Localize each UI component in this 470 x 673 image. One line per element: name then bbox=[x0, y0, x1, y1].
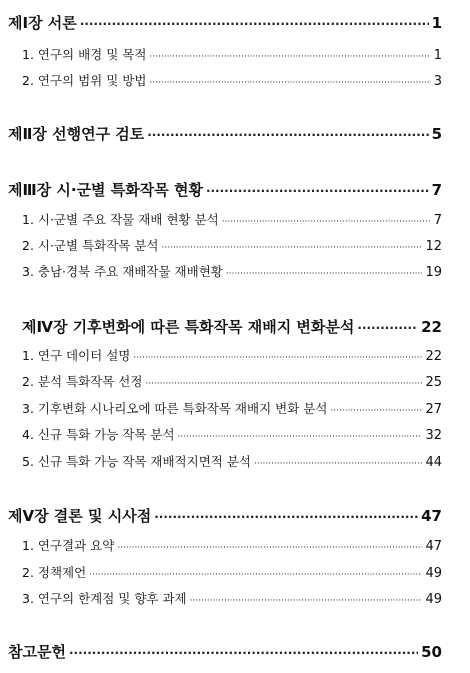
page-number: 7 bbox=[433, 213, 442, 228]
toc-item-4-3[interactable] bbox=[22, 399, 442, 417]
dot-leader bbox=[154, 510, 418, 524]
toc-item-4-5[interactable] bbox=[22, 452, 442, 470]
dot-leader bbox=[117, 543, 422, 553]
toc-chapter-4[interactable] bbox=[22, 316, 442, 337]
page-number: 19 bbox=[425, 265, 442, 280]
toc-item-4-1[interactable] bbox=[22, 346, 442, 364]
toc-chapter-2[interactable] bbox=[8, 123, 442, 144]
chapter-title: 제Ⅰ장 서론 bbox=[8, 14, 77, 32]
dot-leader bbox=[69, 646, 418, 660]
toc-item-3-3[interactable] bbox=[22, 262, 442, 280]
toc-item-3-2[interactable] bbox=[22, 236, 442, 254]
dot-leader bbox=[89, 570, 422, 580]
toc-chapter-5[interactable] bbox=[8, 505, 442, 526]
item-title: 4. 신규 특화 가능 작목 분석 bbox=[22, 427, 175, 442]
toc-item-4-4[interactable] bbox=[22, 425, 442, 443]
item-title: 2. 분석 특화작목 선정 bbox=[22, 374, 143, 389]
item-title: 3. 기후변화 시나리오에 따른 특화작목 재배지 변화 분석 bbox=[22, 401, 328, 416]
page-number: 44 bbox=[425, 455, 442, 470]
dot-leader bbox=[133, 353, 422, 363]
toc-chapter-3[interactable] bbox=[8, 179, 442, 200]
dot-leader bbox=[254, 459, 422, 469]
toc-item-1-1[interactable] bbox=[22, 45, 442, 63]
toc-references[interactable] bbox=[8, 641, 442, 662]
page-number: 47 bbox=[421, 507, 442, 525]
page-number: 7 bbox=[431, 181, 442, 199]
page-number: 50 bbox=[421, 643, 442, 661]
chapter-title: 참고문헌 bbox=[8, 643, 66, 661]
page-number: 1 bbox=[431, 14, 442, 32]
toc-item-5-1[interactable] bbox=[22, 536, 442, 554]
dot-leader bbox=[226, 269, 423, 279]
page-number: 47 bbox=[425, 539, 442, 554]
chapter-title: 제Ⅴ장 결론 및 시사점 bbox=[8, 507, 152, 525]
item-title: 2. 시·군별 특화작목 분석 bbox=[22, 238, 159, 253]
item-title: 1. 연구 데이터 설명 bbox=[22, 348, 131, 363]
page-number: 27 bbox=[425, 402, 442, 417]
toc-chapter-1[interactable] bbox=[8, 12, 442, 33]
item-title: 3. 충남·경북 주요 재배작물 재배현황 bbox=[22, 264, 223, 279]
page-number: 49 bbox=[425, 566, 442, 581]
item-title: 2. 정책제언 bbox=[22, 565, 87, 580]
toc-item-5-3[interactable] bbox=[22, 589, 442, 607]
dot-leader bbox=[190, 596, 423, 606]
toc-item-3-1[interactable] bbox=[22, 210, 442, 228]
item-title: 1. 연구의 배경 및 목적 bbox=[22, 47, 147, 62]
page-number: 22 bbox=[425, 349, 442, 364]
dot-leader bbox=[145, 379, 422, 389]
toc-item-5-2[interactable] bbox=[22, 563, 442, 581]
dot-leader bbox=[222, 217, 431, 227]
page-number: 1 bbox=[433, 48, 442, 63]
item-title: 5. 신규 특화 가능 작목 재배적지면적 분석 bbox=[22, 454, 251, 469]
dot-leader bbox=[147, 128, 428, 142]
page-number: 12 bbox=[425, 239, 442, 254]
dot-leader bbox=[178, 432, 423, 442]
chapter-title: 제Ⅳ장 기후변화에 따른 특화작목 재배지 변화분석 bbox=[22, 318, 355, 336]
chapter-title: 제Ⅱ장 선행연구 검토 bbox=[8, 125, 145, 143]
dot-leader bbox=[149, 52, 430, 62]
item-title: 1. 연구결과 요약 bbox=[22, 538, 115, 553]
dot-leader bbox=[162, 243, 423, 253]
item-title: 2. 연구의 범위 및 방법 bbox=[22, 73, 147, 88]
toc-item-4-2[interactable] bbox=[22, 372, 442, 390]
page-number: 22 bbox=[421, 318, 442, 336]
page-number: 3 bbox=[433, 74, 442, 89]
page-number: 32 bbox=[425, 428, 442, 443]
dot-leader bbox=[149, 78, 430, 88]
dot-leader bbox=[357, 321, 418, 335]
page-number: 25 bbox=[425, 375, 442, 390]
item-title: 3. 연구의 한계점 및 향후 과제 bbox=[22, 591, 187, 606]
item-title: 1. 시·군별 주요 작물 재배 현황 분석 bbox=[22, 212, 219, 227]
page-number: 49 bbox=[425, 592, 442, 607]
dot-leader bbox=[80, 17, 429, 31]
toc-item-1-2[interactable] bbox=[22, 71, 442, 89]
chapter-title: 제Ⅲ장 시·군별 특화작목 현황 bbox=[8, 181, 203, 199]
dot-leader bbox=[330, 406, 422, 416]
page-number: 5 bbox=[431, 125, 442, 143]
dot-leader bbox=[206, 184, 429, 198]
